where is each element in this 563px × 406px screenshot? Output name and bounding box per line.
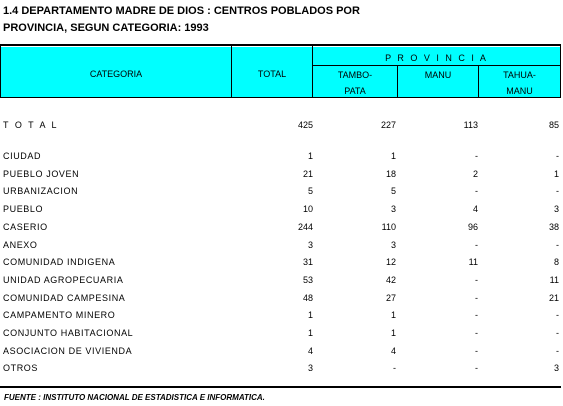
cell-tambopata: 3 — [390, 240, 396, 250]
header-manu: MANU — [424, 70, 452, 80]
cell-tahuamanu: 8 — [553, 257, 559, 267]
cell-total: 3 — [307, 240, 313, 250]
cell-manu: - — [475, 240, 478, 250]
cell-manu: - — [475, 293, 478, 303]
cell-tambopata: 4 — [390, 346, 396, 356]
table-row — [0, 307, 561, 324]
row-label: ASOCIACION DE VIVIENDA — [3, 346, 133, 356]
header-tambopata-line1: TAMBO- — [337, 70, 373, 80]
cell-manu: 11 — [468, 257, 478, 267]
row-label: T O T A L — [3, 120, 59, 130]
table-row — [0, 183, 561, 200]
table-row — [0, 360, 561, 377]
bottom-rule — [0, 386, 561, 388]
title-line-2: PROVINCIA, SEGUN CATEGORIA: 1993 — [3, 22, 209, 34]
cell-tambopata: 12 — [385, 257, 396, 267]
title-line-1: 1.4 DEPARTAMENTO MADRE DE DIOS : CENTROS POBLADOS POR — [3, 5, 360, 17]
header-total: TOTAL — [257, 69, 287, 79]
cell-tahuamanu: 38 — [548, 222, 559, 232]
header-tahuamanu-line2: MANU — [506, 86, 533, 96]
cell-tahuamanu: 3 — [553, 363, 559, 373]
cell-total: 53 — [302, 275, 313, 285]
cell-tahuamanu: 3 — [553, 204, 559, 214]
cell-total: 21 — [302, 169, 313, 179]
table-row — [0, 254, 561, 271]
table-row — [0, 325, 561, 342]
header-divider — [312, 65, 560, 66]
cell-tahuamanu: - — [556, 310, 559, 320]
cell-total: 5 — [307, 186, 313, 196]
cell-total: 48 — [302, 293, 313, 303]
cell-manu: 113 — [463, 120, 478, 130]
cell-tambopata: 27 — [385, 293, 396, 303]
row-label: OTROS — [3, 363, 39, 373]
cell-tambopata: 42 — [385, 275, 396, 285]
cell-tambopata: 5 — [390, 186, 396, 196]
cell-manu: 4 — [472, 204, 478, 214]
row-label: ANEXO — [3, 240, 38, 250]
cell-tahuamanu: - — [556, 240, 559, 250]
cell-total: 425 — [297, 120, 313, 130]
cell-tahuamanu: 1 — [553, 169, 559, 179]
header-tambopata-line2: PATA — [344, 86, 366, 96]
row-label: PUEBLO — [3, 204, 44, 214]
top-rule — [0, 44, 561, 46]
table-row — [0, 201, 561, 218]
header-categoria: CATEGORIA — [89, 69, 143, 79]
cell-tahuamanu: 85 — [548, 120, 559, 130]
cell-tambopata: 1 — [390, 328, 396, 338]
source-note: FUENTE : INSTITUTO NACIONAL DE ESTADISTICA E INFORMATICA. — [4, 393, 265, 402]
cell-tahuamanu: - — [556, 151, 559, 161]
cell-tahuamanu: - — [556, 346, 559, 356]
row-label: CAMPAMENTO MINERO — [3, 310, 116, 320]
table-row-total — [0, 117, 561, 134]
header-provincia: P R O V I N C I A — [385, 53, 488, 63]
cell-manu: - — [475, 275, 478, 285]
cell-tambopata: - — [393, 363, 396, 373]
table-row — [0, 343, 561, 360]
cell-tambopata: 1 — [390, 151, 396, 161]
cell-manu: - — [475, 346, 478, 356]
table-row — [0, 290, 561, 307]
cell-total: 31 — [302, 257, 313, 267]
header-tahuamanu-line1: TAHUA- — [503, 70, 536, 80]
cell-total: 10 — [302, 204, 313, 214]
cell-manu: - — [475, 310, 478, 320]
table-title — [3, 3, 360, 37]
cell-total: 1 — [307, 310, 313, 320]
table-row — [0, 237, 561, 254]
cell-manu: - — [475, 363, 478, 373]
row-label: CASERIO — [3, 222, 48, 232]
table-row — [0, 272, 561, 289]
cell-tahuamanu: - — [556, 328, 559, 338]
header-tahuamanu — [479, 69, 560, 98]
cell-total: 3 — [307, 363, 313, 373]
row-label: COMUNIDAD CAMPESINA — [3, 293, 126, 303]
cell-tambopata: 3 — [390, 204, 396, 214]
cell-tahuamanu: 21 — [548, 293, 559, 303]
cell-manu: 96 — [467, 222, 478, 232]
cell-tambopata: 1 — [390, 310, 396, 320]
cell-manu: - — [475, 151, 478, 161]
cell-tambopata: 18 — [385, 169, 396, 179]
row-label: CIUDAD — [3, 151, 42, 161]
row-label: CONJUNTO HABITACIONAL — [3, 328, 134, 338]
cell-tambopata: 227 — [380, 120, 396, 130]
cell-manu: - — [475, 186, 478, 196]
row-label: COMUNIDAD INDIGENA — [3, 257, 116, 267]
cell-total: 1 — [307, 328, 313, 338]
cell-tahuamanu: - — [556, 186, 559, 196]
table-row — [0, 166, 561, 183]
cell-manu: - — [475, 328, 478, 338]
cell-total: 4 — [307, 346, 313, 356]
header-bottom-rule — [0, 97, 561, 98]
cell-total: 1 — [307, 151, 313, 161]
cell-tambopata: 110 — [381, 222, 396, 232]
cell-tahuamanu: 11 — [549, 275, 559, 285]
table-row — [0, 219, 561, 236]
cell-total: 244 — [297, 222, 313, 232]
header-divider — [560, 46, 561, 97]
row-label: UNIDAD AGROPECUARIA — [3, 275, 124, 285]
table-row — [0, 148, 561, 165]
row-label: PUEBLO JOVEN — [3, 169, 80, 179]
cell-manu: 2 — [472, 169, 478, 179]
row-label: URBANIZACION — [3, 186, 79, 196]
header-tambopata — [313, 69, 397, 98]
